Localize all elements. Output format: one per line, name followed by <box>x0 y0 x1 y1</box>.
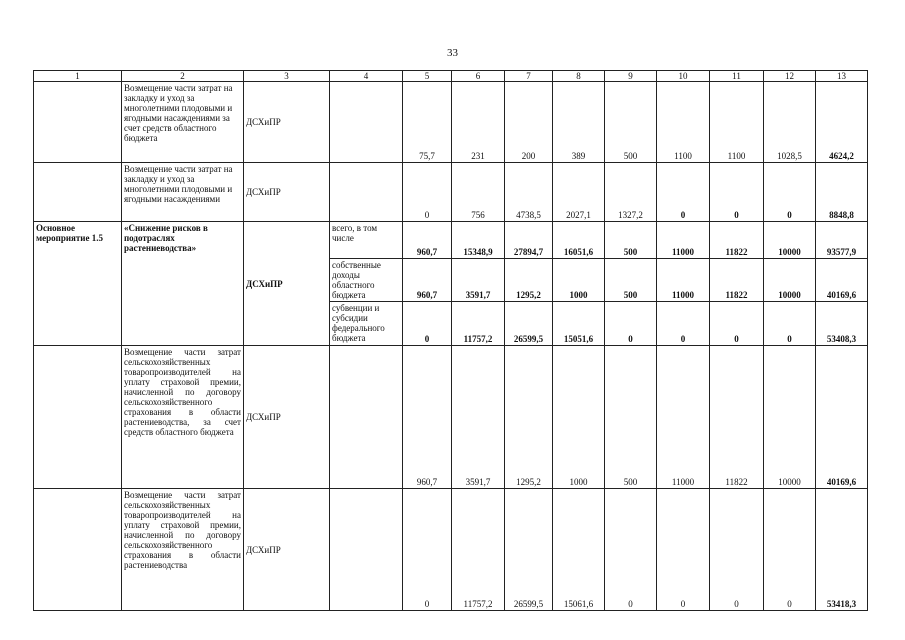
cell-funding-source: собственные доходы областного бюджета <box>330 259 403 302</box>
cell-value: 11000 <box>657 259 710 302</box>
cell-value: 4738,5 <box>505 163 553 222</box>
cell-value: 0 <box>403 302 452 346</box>
col-header: 7 <box>505 71 553 82</box>
table-row <box>34 346 868 489</box>
page-number: 33 <box>447 47 458 59</box>
cell-value: 1000 <box>553 346 605 489</box>
cell-value: 1295,2 <box>505 346 553 489</box>
cell-value: 500 <box>605 82 657 163</box>
cell-value: 500 <box>605 222 657 259</box>
table-row <box>34 489 868 611</box>
cell-value: 0 <box>605 489 657 611</box>
cell-value: 11757,2 <box>452 489 505 611</box>
cell-funding-source: субвенции и субсидии федерального бюджета <box>330 302 403 346</box>
col-header: 13 <box>816 71 868 82</box>
cell-value: 1100 <box>710 82 764 163</box>
cell-description: Возмещение части затрат на закладку и уход за многолетними плодовыми и ягодными насаждениями за счет средств областного бюджета <box>122 82 244 163</box>
cell-measure: Основное мероприятие 1.5 <box>34 222 122 346</box>
cell-value: 11757,2 <box>452 302 505 346</box>
cell-value: 500 <box>605 259 657 302</box>
cell-value: 960,7 <box>403 259 452 302</box>
cell-value: 231 <box>452 82 505 163</box>
cell-value: 2027,1 <box>553 163 605 222</box>
cell-value: 389 <box>553 82 605 163</box>
cell-value: 756 <box>452 163 505 222</box>
cell-total: 53418,3 <box>816 489 868 611</box>
col-header: 9 <box>605 71 657 82</box>
cell-total: 8848,8 <box>816 163 868 222</box>
cell-total: 4624,2 <box>816 82 868 163</box>
cell-value: 1000 <box>553 259 605 302</box>
cell-c4 <box>330 489 403 611</box>
cell-c1 <box>34 163 122 222</box>
cell-description: Возмещение части затрат сельскохозяйственных товаропроизводителей на уплату страховой премии, начисленной по договору сельскохозяйственного страхования в области растениеводства, за счет средств областного бюджета <box>122 346 244 489</box>
cell-value: 11822 <box>710 222 764 259</box>
table-row <box>34 163 868 222</box>
cell-value: 10000 <box>764 222 816 259</box>
cell-value: 0 <box>710 163 764 222</box>
cell-value: 960,7 <box>403 222 452 259</box>
cell-measure-title: «Снижение рисков в подотраслях растениеводства» <box>122 222 244 346</box>
cell-total: 40169,6 <box>816 259 868 302</box>
cell-value: 15051,6 <box>553 302 605 346</box>
cell-value: 0 <box>657 489 710 611</box>
col-header: 8 <box>553 71 605 82</box>
cell-value: 10000 <box>764 259 816 302</box>
col-header: 1 <box>34 71 122 82</box>
col-header: 6 <box>452 71 505 82</box>
cell-value: 26599,5 <box>505 302 553 346</box>
col-header: 10 <box>657 71 710 82</box>
cell-value: 3591,7 <box>452 259 505 302</box>
cell-value: 11000 <box>657 222 710 259</box>
cell-value: 1295,2 <box>505 259 553 302</box>
cell-description: Возмещение части затрат на закладку и уход за многолетними плодовыми и ягодными насаждениями <box>122 163 244 222</box>
cell-value: 11822 <box>710 346 764 489</box>
table-row <box>34 222 868 259</box>
cell-value: 200 <box>505 82 553 163</box>
cell-value: 1100 <box>657 82 710 163</box>
cell-value: 1327,2 <box>605 163 657 222</box>
cell-c1 <box>34 82 122 163</box>
cell-value: 26599,5 <box>505 489 553 611</box>
cell-value: 0 <box>605 302 657 346</box>
cell-value: 75,7 <box>403 82 452 163</box>
cell-executor: ДСХиПР <box>244 346 330 489</box>
cell-value: 0 <box>710 302 764 346</box>
col-header: 5 <box>403 71 452 82</box>
cell-c4 <box>330 346 403 489</box>
cell-value: 0 <box>657 163 710 222</box>
col-header: 12 <box>764 71 816 82</box>
cell-c4 <box>330 82 403 163</box>
cell-executor: ДСХиПР <box>244 489 330 611</box>
cell-c4 <box>330 163 403 222</box>
cell-value: 15061,6 <box>553 489 605 611</box>
cell-executor: ДСХиПР <box>244 82 330 163</box>
cell-value: 3591,7 <box>452 346 505 489</box>
cell-value: 500 <box>605 346 657 489</box>
cell-total: 40169,6 <box>816 346 868 489</box>
cell-value: 11000 <box>657 346 710 489</box>
cell-value: 960,7 <box>403 346 452 489</box>
table-row <box>34 82 868 163</box>
cell-total: 53408,3 <box>816 302 868 346</box>
cell-description: Возмещение части затрат сельскохозяйственных товаропроизводителей на уплату страховой премии, начисленной по договору сельскохозяйственного страхования в области растениеводства <box>122 489 244 611</box>
cell-value: 0 <box>657 302 710 346</box>
col-header: 3 <box>244 71 330 82</box>
cell-value: 0 <box>764 489 816 611</box>
header-row <box>34 71 868 82</box>
cell-value: 10000 <box>764 346 816 489</box>
col-header: 2 <box>122 71 244 82</box>
cell-executor: ДСХиПР <box>244 222 330 346</box>
cell-funding-source: всего, в том числе <box>330 222 403 259</box>
cell-value: 27894,7 <box>505 222 553 259</box>
cell-value: 0 <box>403 163 452 222</box>
cell-value: 0 <box>710 489 764 611</box>
cell-value: 0 <box>403 489 452 611</box>
cell-value: 0 <box>764 163 816 222</box>
cell-value: 11822 <box>710 259 764 302</box>
program-table <box>33 70 868 611</box>
cell-total: 93577,9 <box>816 222 868 259</box>
cell-c1 <box>34 489 122 611</box>
cell-c1 <box>34 346 122 489</box>
cell-value: 15348,9 <box>452 222 505 259</box>
cell-value: 0 <box>764 302 816 346</box>
col-header: 11 <box>710 71 764 82</box>
cell-value: 1028,5 <box>764 82 816 163</box>
cell-value: 16051,6 <box>553 222 605 259</box>
col-header: 4 <box>330 71 403 82</box>
cell-executor: ДСХиПР <box>244 163 330 222</box>
